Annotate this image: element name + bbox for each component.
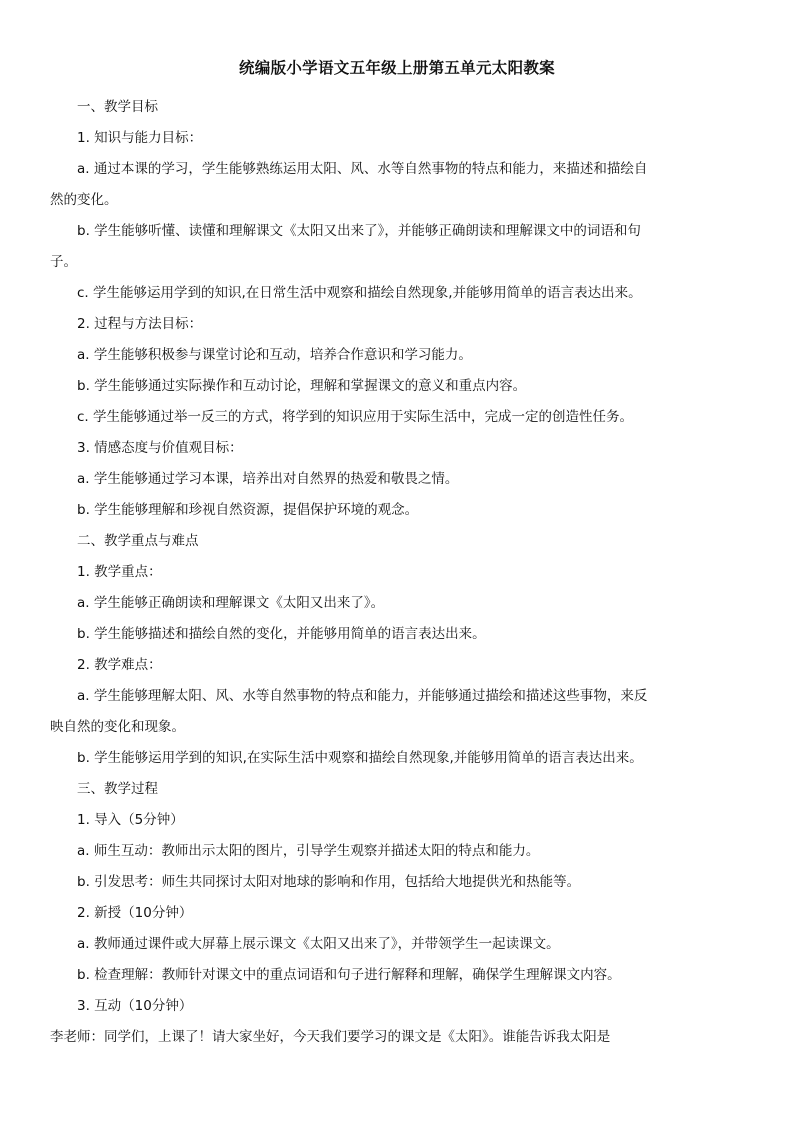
body-line: c. 学生能够通过举一反三的方式，将学到的知识应用于实际生活中，完成一定的创造性任务。 bbox=[77, 409, 634, 425]
body-line: a. 学生能够正确朗读和理解课文《太阳又出来了》。 bbox=[77, 595, 385, 611]
body-line: c. 学生能够运用学到的知识,在日常生活中观察和描绘自然现象,并能够用简单的语言表达出来。 bbox=[77, 285, 642, 301]
body-line: a. 学生能够积极参与课堂讨论和互动，培养合作意识和学习能力。 bbox=[77, 347, 472, 363]
body-line: b. 学生能够理解和珍视自然资源，提倡保护环境的观念。 bbox=[77, 502, 419, 518]
body-line: b. 学生能够描述和描绘自然的变化，并能够用简单的语言表达出来。 bbox=[77, 626, 486, 642]
subheading-key-points: 1. 教学重点： bbox=[77, 564, 162, 580]
body-line-continuation: 子。 bbox=[50, 254, 77, 270]
body-line: a. 通过本课的学习，学生能够熟练运用太阳、风、水等自然事物的特点和能力，来描述和描绘自 bbox=[77, 161, 648, 177]
body-line: a. 师生互动：教师出示太阳的图片，引导学生观察并描述太阳的特点和能力。 bbox=[77, 843, 540, 859]
document-title: 统编版小学语文五年级上册第五单元太阳教案 bbox=[238, 58, 555, 77]
body-line: b. 检查理解：教师针对课文中的重点词语和句子进行解释和理解，确保学生理解课文内容。 bbox=[77, 967, 621, 983]
body-line: b. 学生能够听懂、读懂和理解课文《太阳又出来了》，并能够正确朗读和理解课文中的词语和句 bbox=[77, 223, 641, 239]
subheading-knowledge-goals: 1. 知识与能力目标： bbox=[77, 130, 203, 146]
subheading-interaction: 3. 互动（10分钟） bbox=[77, 998, 193, 1014]
subheading-new-lesson: 2. 新授（10分钟） bbox=[77, 905, 193, 921]
subheading-emotion-goals: 3. 情感态度与价值观目标： bbox=[77, 440, 243, 456]
body-line: b. 学生能够运用学到的知识,在实际生活中观察和描绘自然现象,并能够用简单的语言表达出来。 bbox=[77, 750, 643, 766]
subheading-intro: 1. 导入（5分钟） bbox=[77, 812, 184, 828]
body-line: a. 学生能够理解太阳、风、水等自然事物的特点和能力，并能够通过描绘和描述这些事物，来反 bbox=[77, 688, 648, 704]
section-heading-1: 一、教学目标 bbox=[77, 99, 158, 115]
body-line-continuation: 映自然的变化和现象。 bbox=[50, 719, 185, 735]
body-line-continuation: 然的变化。 bbox=[50, 192, 118, 208]
subheading-difficulties: 2. 教学难点： bbox=[77, 657, 162, 673]
body-line: b. 学生能够通过实际操作和互动讨论，理解和掌握课文的意义和重点内容。 bbox=[77, 378, 527, 394]
body-line: a. 教师通过课件或大屏幕上展示课文《太阳又出来了》，并带领学生一起读课文。 bbox=[77, 936, 560, 952]
subheading-process-goals: 2. 过程与方法目标： bbox=[77, 316, 203, 332]
document-body bbox=[50, 92, 753, 1053]
section-heading-3: 三、教学过程 bbox=[77, 781, 158, 797]
dialogue-line: 李老师：同学们，上课了！请大家坐好，今天我们要学习的课文是《太阳》。谁能告诉我太阳是 bbox=[50, 1029, 611, 1045]
section-heading-2: 二、教学重点与难点 bbox=[77, 533, 199, 549]
body-line: b. 引发思考：师生共同探讨太阳对地球的影响和作用，包括给大地提供光和热能等。 bbox=[77, 874, 581, 890]
body-line: a. 学生能够通过学习本课，培养出对自然界的热爱和敬畏之情。 bbox=[77, 471, 459, 487]
